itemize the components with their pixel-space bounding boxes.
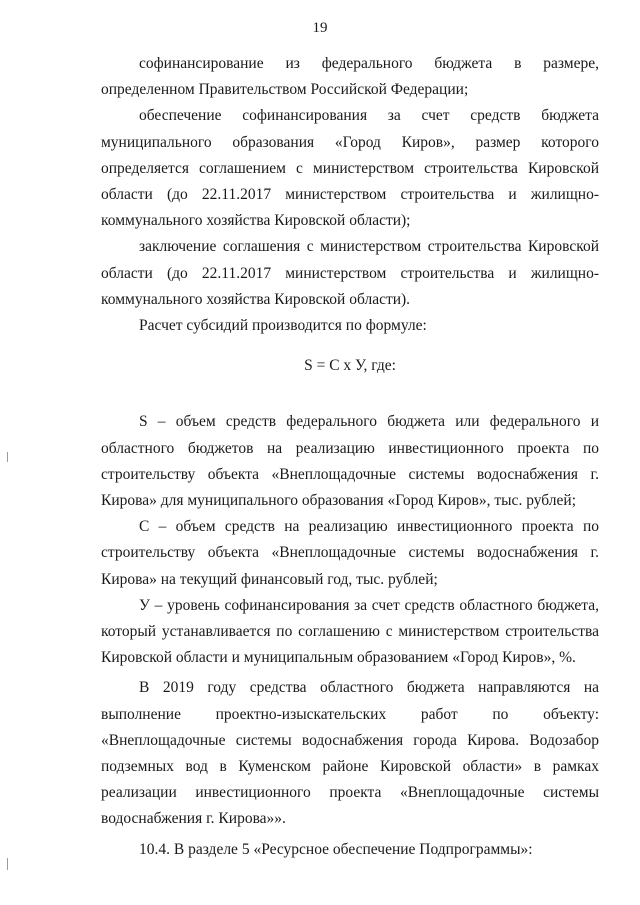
document-body <box>101 51 599 863</box>
paragraph-federal-cofinancing: софинансирование из федерального бюджета в размере, определенном Правительством Российской Федерации; <box>101 55 599 99</box>
paragraph-agreement: заключение соглашения с министерством строительства Кировской области (до 22.11.2017 министерством строительства и жилищно-коммунального хозяйства Кировской области). <box>101 238 599 308</box>
paragraph-municipal-cofinancing: обеспечение софинансирования за счет средств бюджета муниципального образования «Город Киров», размер которого определяется соглашением с министерством строительства Кировской области (до 22.11.2017 министерством строительства и жилищно-коммунального хозяйства Кировской области); <box>101 107 599 230</box>
paragraph-2019-funding: В 2019 году средства областного бюджета направляются на выполнение проектно-изыскательских работ по объекту: «Внеплощадочные системы водоснабжения города Кирова. Водозабор подземных вод в Куменском районе Кировской области» в рамках реализации инвестиционного проекта «Внеплощадочные системы водоснабжения г. Кирова»». <box>101 679 599 828</box>
paragraph-definition-u: У – уровень софинансирования за счет средств областного бюджета, который устанавливается по соглашению с министерством строительства Кировской области и муниципальным образованием «Город Киров», %. <box>101 596 599 667</box>
paragraph-section-10-4: 10.4. В разделе 5 «Ресурсное обеспечение Подпрограммы»: <box>139 840 533 858</box>
paragraph-calculation-intro: Расчет субсидий производится по формуле: <box>139 317 427 335</box>
paragraph-definition-c: С – объем средств на реализацию инвестиционного проекта по строительству объекта «Внеплощадочные системы водоснабжения г. Кирова» на текущий финансовый год, тыс. рублей; <box>101 518 599 588</box>
scan-margin-mark <box>7 858 8 870</box>
scan-margin-mark <box>7 452 8 462</box>
page-number: 19 <box>312 20 328 36</box>
paragraph-definition-s: S – объем средств федерального бюджета или федерального и областного бюджетов на реализацию инвестиционного проекта по строительству объекта «Внеплощадочные системы водоснабжения г. Кирова» для муниципального образования «Город Киров», тыс. рублей; <box>101 413 599 510</box>
formula: S = С х У, где: <box>304 357 396 375</box>
